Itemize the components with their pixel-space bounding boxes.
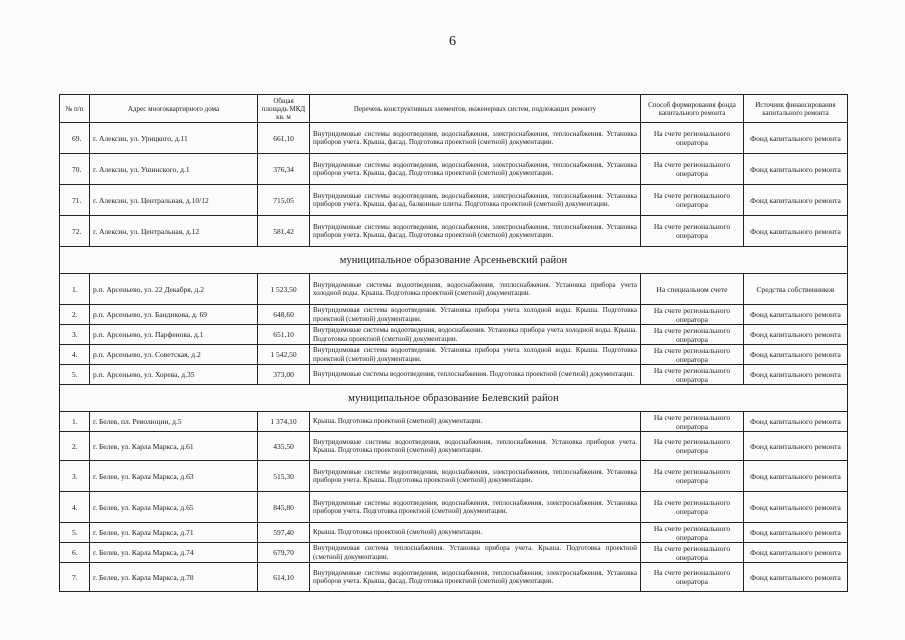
row-address: р.п. Арсеньево, ул. Советская, д.2 <box>90 345 258 365</box>
row-method: На счете регионального оператора <box>641 185 744 216</box>
table-row <box>60 412 848 432</box>
row-address: г. Алексин, ул. Урицкого, д.11 <box>90 123 258 154</box>
row-area: 648,60 <box>258 305 310 325</box>
row-method: На счете регионального оператора <box>641 432 744 461</box>
table-row <box>60 523 848 543</box>
header-area: Общая площадь МКД кв. м <box>258 95 310 123</box>
row-method: На счете регионального оператора <box>641 123 744 154</box>
row-num: 70. <box>60 154 90 185</box>
row-works: Внутридомовые системы водоотведения, водоснабжения, электроснабжения, теплоснабжения. Установка приборов учета. Крыша. Подготовка проектной (сметной) документации. <box>310 461 641 492</box>
row-area: 373,00 <box>258 365 310 385</box>
header-method: Способ формирования фонда капитального ремонта <box>641 95 744 123</box>
row-address: г. Белев, ул. Карла Маркса, д.71 <box>90 523 258 543</box>
row-address: р.п. Арсеньево, ул. 22 Декабря, д.2 <box>90 274 258 305</box>
row-source: Фонд капитального ремонта <box>744 523 848 543</box>
row-area: 845,80 <box>258 492 310 523</box>
row-works: Внутридомовые системы водоотведения, водоснабжения, теплоснабжения. Установка приборов учета. Крыша. Подготовка проектной (сметной) документации. <box>310 432 641 461</box>
row-source: Фонд капитального ремонта <box>744 216 848 247</box>
row-address: р.п. Арсеньево, ул. Парфенова, д.1 <box>90 325 258 345</box>
table-header-row <box>60 95 848 123</box>
row-method: На счете регионального оператора <box>641 412 744 432</box>
row-method: На специальном счете <box>641 274 744 305</box>
row-address: г. Белев, ул. Карла Маркса, д.61 <box>90 432 258 461</box>
row-source: Фонд капитального ремонта <box>744 365 848 385</box>
header-address: Адрес многоквартирного дома <box>90 95 258 123</box>
row-area: 1 374,10 <box>258 412 310 432</box>
table-row <box>60 461 848 492</box>
table-row <box>60 492 848 523</box>
row-source: Фонд капитального ремонта <box>744 412 848 432</box>
row-area: 651,10 <box>258 325 310 345</box>
section-title-text: муниципальное образование Арсеньевский район <box>339 254 568 266</box>
row-source: Фонд капитального ремонта <box>744 543 848 563</box>
row-works: Внутридомовые системы водоотведения, теплоснабжения. Подготовка проектной (сметной) документации. <box>310 365 641 385</box>
row-num: 72. <box>60 216 90 247</box>
section-row-belev <box>60 385 848 412</box>
row-address: р.п. Арсеньево, ул. Бандикова, д. 69 <box>90 305 258 325</box>
table-row <box>60 123 848 154</box>
row-works: Внутридомовые системы водоотведения, водоснабжения, электроснабжения, теплоснабжения. Установка приборов учета. Крыша, фасад, балконные плиты. Подготовка проектной (сметной) документации. <box>310 185 641 216</box>
row-num: 5. <box>60 365 90 385</box>
row-num: 2. <box>60 305 90 325</box>
row-works: Крыша. Подготовка проектной (сметной) документации. <box>310 523 641 543</box>
row-address: г. Белев, ул. Карла Маркса, д.63 <box>90 461 258 492</box>
row-works: Внутридомовые системы водоотведения, водоснабжения. Установка прибора учета холодной воды. Крыша. Подготовка проектной (сметной) документации. <box>310 325 641 345</box>
row-address: г. Алексин, ул. Центральная, д.10/12 <box>90 185 258 216</box>
table-row <box>60 365 848 385</box>
row-num: 71. <box>60 185 90 216</box>
row-method: На счете регионального оператора <box>641 563 744 592</box>
row-num: 7. <box>60 563 90 592</box>
row-area: 614,10 <box>258 563 310 592</box>
table-row <box>60 185 848 216</box>
row-num: 4. <box>60 345 90 365</box>
row-source: Фонд капитального ремонта <box>744 461 848 492</box>
row-address: г. Белев, ул. Карла Маркса, д.65 <box>90 492 258 523</box>
row-address: г. Белев, пл. Революции, д.5 <box>90 412 258 432</box>
row-method: На счете регионального оператора <box>641 345 744 365</box>
row-method: На счете регионального оператора <box>641 492 744 523</box>
row-works: Внутридомовые системы водоотведения, водоснабжения, теплоснабжения, электроснабжения. Установка приборов учета. Подготовка проектной (сметной) документации. <box>310 492 641 523</box>
row-source: Фонд капитального ремонта <box>744 492 848 523</box>
table-row <box>60 543 848 563</box>
row-area: 679,70 <box>258 543 310 563</box>
row-method: На счете регионального оператора <box>641 461 744 492</box>
row-method: На счете регионального оператора <box>641 216 744 247</box>
row-address: г. Алексин, ул. Центральная, д.12 <box>90 216 258 247</box>
row-area: 1 523,50 <box>258 274 310 305</box>
row-method: На счете регионального оператора <box>641 543 744 563</box>
row-works: Внутридомовые системы водоотведения, водоснабжения, электроснабжения, теплоснабжения. Установка приборов учета. Крыша, фасад. Подготовка проектной (сметной) документации. <box>310 154 641 185</box>
row-method: На счете регионального оператора <box>641 523 744 543</box>
row-area: 597,40 <box>258 523 310 543</box>
row-num: 2. <box>60 432 90 461</box>
section-title <box>60 385 848 412</box>
row-source: Фонд капитального ремонта <box>744 325 848 345</box>
table-row <box>60 345 848 365</box>
row-num: 6. <box>60 543 90 563</box>
row-num: 4. <box>60 492 90 523</box>
row-source: Фонд капитального ремонта <box>744 345 848 365</box>
row-works: Внутридомовые системы водоотведения, водоснабжения, электроснабжения, теплоснабжения. Установка приборов учета. Крыша, фасад. Подготовка проектной (сметной) документации. <box>310 216 641 247</box>
row-method: На счете регионального оператора <box>641 325 744 345</box>
row-num: 3. <box>60 461 90 492</box>
row-source: Фонд капитального ремонта <box>744 432 848 461</box>
repair-table <box>59 94 848 592</box>
row-area: 715,05 <box>258 185 310 216</box>
row-num: 1. <box>60 274 90 305</box>
row-area: 661,10 <box>258 123 310 154</box>
header-num: № п/п <box>60 95 90 123</box>
row-method: На счете регионального оператора <box>641 154 744 185</box>
row-works: Крыша. Подготовка проектной (сметной) документации. <box>310 412 641 432</box>
table-row <box>60 432 848 461</box>
row-num: 69. <box>60 123 90 154</box>
table-row <box>60 325 848 345</box>
row-area: 435,50 <box>258 432 310 461</box>
row-address: г. Алексин, ул. Ушинского, д.1 <box>90 154 258 185</box>
page-number: 6 <box>449 34 456 49</box>
header-source: Источник финансирования капитального ремонта <box>744 95 848 123</box>
row-source: Фонд капитального ремонта <box>744 123 848 154</box>
row-method: На счете регионального оператора <box>641 305 744 325</box>
header-works: Перечень конструктивных элементов, инженерных систем, подлежащих ремонту <box>310 95 641 123</box>
row-address: г. Белев, ул. Карла Маркса, д.78 <box>90 563 258 592</box>
row-method: На счете регионального оператора <box>641 365 744 385</box>
row-area: 1 542,50 <box>258 345 310 365</box>
section-row-arsenyevo <box>60 247 848 274</box>
row-address: г. Белев, ул. Карла Маркса, д.74 <box>90 543 258 563</box>
row-source: Фонд капитального ремонта <box>744 563 848 592</box>
table-row <box>60 154 848 185</box>
section-title <box>60 247 848 274</box>
section-title-text: муниципальное образование Белевский район <box>348 392 559 404</box>
row-source: Фонд капитального ремонта <box>744 305 848 325</box>
table-row <box>60 216 848 247</box>
row-source: Фонд капитального ремонта <box>744 154 848 185</box>
row-works: Внутридомовая система теплоснабжения. Установка прибора учета. Крыша. Подготовка проектной (сметной) документации. <box>310 543 641 563</box>
table-row <box>60 305 848 325</box>
row-area: 376,34 <box>258 154 310 185</box>
row-source: Средства собственников <box>744 274 848 305</box>
row-works: Внутридомовые системы водоотведения, водоснабжения, электроснабжения, теплоснабжения. Установка приборов учета. Крыша, фасад. Подготовка проектной (сметной) документации. <box>310 123 641 154</box>
row-works: Внутридомовые системы водоотведения, водоснабжения, теплоснабжения, электроснабжения. Установка приборов учета. Крыша, фасад. Подготовка проектной (сметной) документации. <box>310 563 641 592</box>
row-area: 581,42 <box>258 216 310 247</box>
row-works: Внутридомовая система водоотведения. Установка прибора учета холодной воды. Крыша. Подготовка проектной (сметной) документации. <box>310 305 641 325</box>
row-address: р.п. Арсеньево, ул. Хорева, д.35 <box>90 365 258 385</box>
row-num: 1. <box>60 412 90 432</box>
row-source: Фонд капитального ремонта <box>744 185 848 216</box>
row-num: 3. <box>60 325 90 345</box>
row-area: 515,30 <box>258 461 310 492</box>
row-works: Внутридомовая система водоотведения. Установка прибора учета холодной воды. Крыша. Подготовка проектной (сметной) документации. <box>310 345 641 365</box>
row-works: Внутридомовые системы водоотведения, водоснабжения, теплоснабжения. Установка прибора учета холодной воды. Крыша. Подготовка проектной (сметной) документации. <box>310 274 641 305</box>
table-row <box>60 563 848 592</box>
table-row <box>60 274 848 305</box>
row-num: 5. <box>60 523 90 543</box>
